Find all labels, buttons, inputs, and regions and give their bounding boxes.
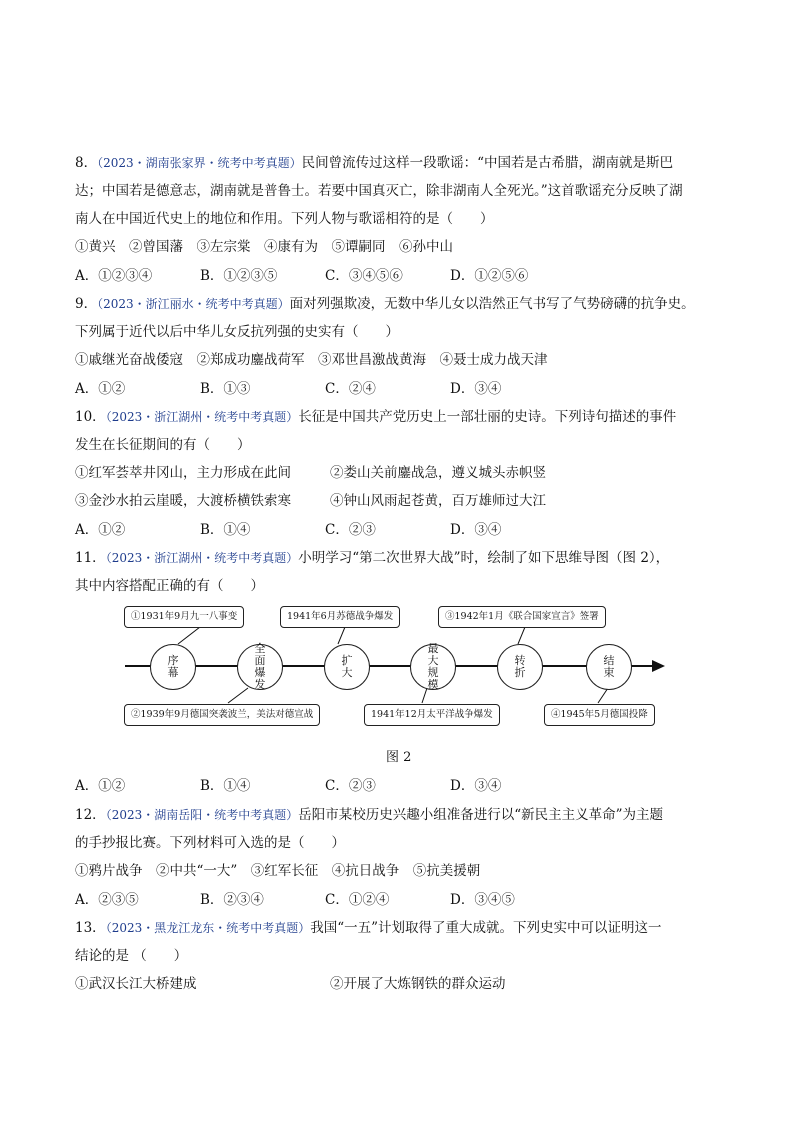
q9-option-a[interactable]: A．①② xyxy=(75,381,126,397)
bottom-box-3: ④1945年5月德国投降 xyxy=(544,704,655,726)
q12-option-c[interactable]: C．①②④ xyxy=(325,892,390,908)
circle-stage-5: 转折 xyxy=(497,644,543,690)
q11-options xyxy=(75,776,575,796)
connector-bottom-1 xyxy=(228,688,248,703)
q10-source: （2023・浙江湖州・统考中考真题） xyxy=(105,410,299,424)
q10-options xyxy=(75,520,575,540)
bottom-box-2: 1941年12月太平洋战争爆发 xyxy=(364,704,500,726)
q9-source: （2023・浙江丽水・统考中考真题） xyxy=(97,297,290,311)
q10-option-b[interactable]: B．①④ xyxy=(200,522,251,538)
q9-line-2: 下列属于近代以后中华儿女反抗列强的史实有（ ） xyxy=(75,324,399,340)
q11-option-d[interactable]: D．③④ xyxy=(450,778,502,794)
q12-line-2: 的手抄报比赛。下列材料可入选的是（ ） xyxy=(75,835,345,851)
q9-line-1 xyxy=(75,294,735,314)
circle-stage-6: 结束 xyxy=(586,644,632,690)
q8-line-1 xyxy=(75,153,735,173)
circle-stage-1: 序幕 xyxy=(150,644,196,690)
q10-item-1: ①红军荟萃井冈山，主力形成在此间 xyxy=(75,465,291,481)
q11-line-2: 其中内容搭配正确的有（ ） xyxy=(75,578,264,594)
bottom-box-1: ②1939年9月德国突袭波兰，美法对德宣战 xyxy=(124,704,320,726)
q13-item-2: ②开展了大炼钢铁的群众运动 xyxy=(330,976,506,992)
q10-item-row-2 xyxy=(75,491,735,511)
q8-items: ①黄兴 ②曾国藩 ③左宗棠 ④康有为 ⑤谭嗣同 ⑥孙中山 xyxy=(75,239,453,255)
q13-item-1: ①武汉长江大桥建成 xyxy=(75,976,197,992)
q11-option-b[interactable]: B．①④ xyxy=(200,778,251,794)
circle-stage-2: 全面爆发 xyxy=(237,644,283,690)
q13-item-row-1 xyxy=(75,974,735,994)
q8-line-3: 南人在中国近代史上的地位和作用。下列人物与歌谣相符的是（ ） xyxy=(75,211,494,227)
q9-number: 9． xyxy=(75,296,98,312)
ww2-mind-map xyxy=(120,600,670,732)
q10-item-2: ②娄山关前鏖战急，遵义城头赤帜竖 xyxy=(330,465,546,481)
q11-source: （2023・浙江湖州・统考中考真题） xyxy=(105,551,299,565)
q8-option-a[interactable]: A．①②③④ xyxy=(75,268,153,284)
q10-item-3: ③金沙水拍云崖暖，大渡桥横铁索寒 xyxy=(75,493,291,509)
q10-item-4: ④钟山风雨起苍黄，百万雄师过大江 xyxy=(330,493,546,509)
q10-line-2: 发生在长征期间的有（ ） xyxy=(75,437,251,453)
q9-option-b[interactable]: B．①③ xyxy=(200,381,251,397)
q12-option-d[interactable]: D．③④⑤ xyxy=(450,892,515,908)
q12-source: （2023・湖南岳阳・统考中考真题） xyxy=(105,808,299,822)
q12-items: ①鸦片战争 ②中共“一大” ③红军长征 ④抗日战争 ⑤抗美援朝 xyxy=(75,863,481,879)
q8-number: 8． xyxy=(75,155,98,171)
q11-option-a[interactable]: A．①② xyxy=(75,778,126,794)
q12-options xyxy=(75,890,575,910)
q9-items: ①戚继光奋战倭寇 ②郑成功鏖战荷军 ③邓世昌激战黄海 ④聂士成力战天津 xyxy=(75,352,548,368)
connector-top-3 xyxy=(518,627,525,644)
q8-option-b[interactable]: B．①②③⑤ xyxy=(200,268,278,284)
q8-option-d[interactable]: D．①②⑤⑥ xyxy=(450,268,529,284)
top-box-2: 1941年6月苏德战争爆发 xyxy=(280,606,400,628)
q8-options xyxy=(75,266,575,286)
q9-option-c[interactable]: C．②④ xyxy=(325,381,376,397)
q12-number: 12． xyxy=(75,807,106,823)
top-box-3: ③1942年1月《联合国家宣言》签署 xyxy=(438,606,606,628)
q12-option-a[interactable]: A．②③⑤ xyxy=(75,892,139,908)
q13-line-1 xyxy=(75,918,735,938)
q8-text-1: 民间曾流传过这样一段歌谣：“中国若是古希腊，湖南就是斯巴 xyxy=(301,155,674,171)
q9-option-d[interactable]: D．③④ xyxy=(450,381,502,397)
q13-number: 13． xyxy=(75,920,106,936)
q10-line-1 xyxy=(75,407,735,427)
connector-top-1 xyxy=(178,627,200,644)
top-box-1: ①1931年9月九一八事变 xyxy=(124,606,244,628)
q10-option-d[interactable]: D．③④ xyxy=(450,522,502,538)
q13-source: （2023・黑龙江龙东・统考中考真题） xyxy=(105,921,311,935)
q10-text-1: 长征是中国共产党历史上一部壮丽的史诗。下列诗句描述的事件 xyxy=(298,409,677,425)
q13-line-2: 结论的是 （ ） xyxy=(75,948,188,964)
circle-stage-4: 最大规模 xyxy=(410,644,456,690)
q9-options xyxy=(75,379,575,399)
circle-stage-3: 扩大 xyxy=(324,644,370,690)
q10-option-a[interactable]: A．①② xyxy=(75,522,126,538)
q11-option-c[interactable]: C．②③ xyxy=(325,778,376,794)
figure-caption: 图 2 xyxy=(386,750,412,765)
q8-line-2: 达；中国若是德意志，湖南就是普鲁士。若要中国真灭亡，除非湖南人全死光。”这首歌谣充分反映了湖 xyxy=(75,183,683,199)
q11-text-1: 小明学习“第二次世界大战”时，绘制了如下思维导图（图 2）， xyxy=(298,550,670,566)
q13-text-1: 我国“一五”计划取得了重大成就。下列史实中可以证明这一 xyxy=(310,920,662,936)
q12-line-1 xyxy=(75,805,735,825)
q11-line-1 xyxy=(75,548,735,568)
q8-option-c[interactable]: C．③④⑤⑥ xyxy=(325,268,403,284)
timeline-arrowhead xyxy=(652,660,665,672)
q8-source: （2023・湖南张家界・统考中考真题） xyxy=(97,156,302,170)
q12-option-b[interactable]: B．②③④ xyxy=(200,892,264,908)
q12-text-1: 岳阳市某校历史兴趣小组准备进行以“新民主主义革命”为主题 xyxy=(298,807,664,823)
q10-item-row-1 xyxy=(75,463,735,483)
connector-top-2 xyxy=(338,627,345,644)
connector-bottom-3 xyxy=(598,688,608,703)
q9-text-1: 面对列强欺凌，无数中华儿女以浩然正气书写了气势磅礴的抗争史。 xyxy=(289,296,695,312)
q11-number: 11． xyxy=(75,550,106,566)
q10-option-c[interactable]: C．②③ xyxy=(325,522,376,538)
q10-number: 10． xyxy=(75,409,106,425)
